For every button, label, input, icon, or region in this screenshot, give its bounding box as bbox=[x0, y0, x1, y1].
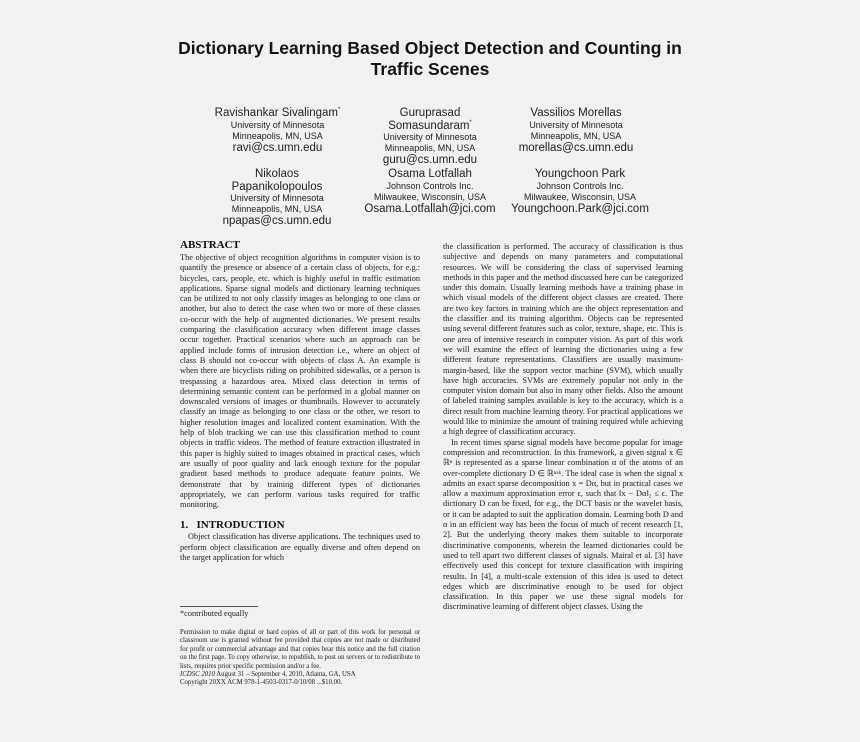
introduction-heading: 1. INTRODUCTION bbox=[180, 519, 285, 532]
author-name: Guruprasad Somasundaram* bbox=[388, 107, 472, 132]
abstract-heading: ABSTRACT bbox=[180, 239, 240, 251]
permission-text: Permission to make digital or hard copies of all or part of this work for personal or classroom use is granted without fee provided that copies are not made or distributed for profit or commercial advantage and that copies bear this notice and the full citation on the first page. To copy otherwise, to republish, to post on servers or to redistribute to lists, requires prior specific permission and/or a fee. bbox=[180, 629, 420, 670]
author-affiliation: University of Minnesota bbox=[230, 193, 324, 203]
author-block-3 bbox=[506, 107, 646, 154]
equal-contribution-mark: * bbox=[338, 107, 341, 114]
author-email: npapas@cs.umn.edu bbox=[222, 215, 332, 227]
author-email: guru@cs.umn.edu bbox=[382, 154, 478, 166]
right-column bbox=[443, 242, 683, 613]
author-block-1 bbox=[205, 107, 350, 154]
author-email: morellas@cs.umn.edu bbox=[518, 141, 634, 154]
author-location: Minneapolis, MN, USA bbox=[530, 130, 622, 141]
introduction-text: Object classification has diverse applications. The techniques used to perform object classification are equally diverse and often depend on the target application for which bbox=[180, 532, 420, 563]
contribution-footnote: *contributed equally bbox=[180, 609, 249, 618]
author-block-2 bbox=[368, 107, 492, 167]
author-name: Ravishankar Sivalingam* bbox=[214, 107, 341, 119]
right-paragraph-2: In recent times sparse signal models have become popular for image compression and reconstruction. In this framework, a given signal x ∈ ℝⁿ is represented as a sparse linear combination α of the atoms of an over-complete dictionary D ∈ ℝⁿˣᵏ. The ideal case is when the signal x admits an exact sparse decomposition x = Dα, but in practical cases we allow a maximum approximation error ϵ, such that ‖x − Dα‖₂ ≤ ϵ. The dictionary D can be fixed, for e.g., the DCT basis or the wavelet basis, or it can be adapted to suit the application domain. Learning both D and α in an efficient way has been the focus of much of recent research [1, 2]. But the underlying theory makes them suitable to incorporate discriminative components, wherein the learned dictionaries could be used to tell apart two different classes of signals. Mairal et al. [3] have effectively used this concept for texture classification with inspiring results. In [4], a multi-scale extension of this idea is used to detect edges which are discriminative enough to be used for object classification. In this paper we use these signal models for discriminative learning of different object classes. Using the bbox=[443, 437, 683, 612]
right-paragraph-1: the classification is performed. The accuracy of classification is thus subjective and depends on many parameters and computational resources. We will be considering the class of supervised learning methods in this paper and the method discussed here can be categorized under this domain. Usually learning methods have a training phase in which visual models of the different object classes are created. There are two key factors in training which are the object representation and the classifier and its training algorithm. Objects can be represented using several different features such as color, texture, shape, etc. This is one area of intensive research in computer vision. As part of this work we will examine the effect of learning the dictionaries using a few different feature representations. Classifiers are usually maximum-margin-based, like the support vector machine (SVM), which usually have high accuracies. SVMs are extremely popular not only in the computer vision domain but also in many other fields. Also the amount of labeled training samples available is key to the accuracy, which is a direct result from machine learning theory. For practical applications we would like to minimize the amount of training required while achieving a high degree of classification accuracy. bbox=[443, 242, 683, 437]
left-column bbox=[180, 238, 420, 563]
author-block-4 bbox=[222, 168, 332, 228]
footnote-divider bbox=[180, 606, 258, 607]
author-location: Minneapolis, MN, USA bbox=[232, 130, 323, 141]
author-email: Youngchoon.Park@jci.com bbox=[511, 202, 649, 215]
author-location: Milwaukee, Wisconsin, USA bbox=[373, 191, 487, 202]
author-email: ravi@cs.umn.edu bbox=[232, 141, 323, 154]
author-name: Youngchoon Park bbox=[534, 168, 626, 180]
venue-name: ICDSC 2010 bbox=[180, 671, 215, 679]
author-affiliation: University of Minnesota bbox=[529, 119, 623, 130]
author-affiliation: University of Minnesota bbox=[230, 119, 325, 130]
permission-notice bbox=[180, 629, 420, 688]
author-affiliation: Johnson Controls Inc. bbox=[386, 180, 474, 191]
author-location: Minneapolis, MN, USA bbox=[231, 204, 323, 214]
author-name: Nikolaos Papanikolopoulos bbox=[231, 168, 323, 193]
author-name: Vassilios Morellas bbox=[530, 107, 622, 119]
abstract-text: The objective of object recognition algorithms in computer vision is to quantify the presence or absence of a certain class of objects, for e.g.: bicycles, cars, people, etc. which is highly useful in traffic estimation applications. Sparse signal models and dictionary learning techniques can be utilized to not only classify images as belonging to one class or another, but also to detect the case when two or more of these classes co-occur with the help of augmented dictionaries. We present results comparing the classification accuracy when different image classes occur together. Practical scenarios where such an approach can be applied include forms of intrusion detection i.e., where an object of class B should not co-occur with objects of class A. An example is when there are bicyclists riding on prohibited sidewalks, or a person is trespassing a hazardous area. Mixed class detection in terms of determining semantic content can be performed in a global manner on downscaled versions of images or thumbnails. However to accurately classify an image as belonging to one class or the other, we resort to higher resolution images and localized content examination. With the help of blob tracking we can use this classification method to count objects in traffic videos. The method of feature extraction illustrated in this paper is highly suited to images obtained in practical cases, which are usually of poor quality and lack enough texture for the popular gradient based methods to produce adequate feature points. We demonstrate that by training different types of dictionaries appropriately, we can perform various tasks required for traffic monitoring. bbox=[180, 253, 420, 510]
paper-title: Dictionary Learning Based Object Detection and Counting in Traffic Scenes bbox=[178, 38, 682, 79]
author-name: Osama Lotfallah bbox=[388, 168, 472, 180]
venue-line: ICDSC 2010 August 31 – September 4, 2010, Atlanta, GA, USA bbox=[180, 671, 356, 679]
author-affiliation: Johnson Controls Inc. bbox=[536, 180, 624, 191]
copyright-line: Copyright 20XX ACM 978-1-4503-0317-0/10/08 ...$10.00. bbox=[180, 679, 343, 687]
author-block-6 bbox=[504, 168, 656, 215]
author-location: Minneapolis, MN, USA bbox=[384, 143, 476, 153]
equal-contribution-mark: * bbox=[469, 119, 472, 126]
author-email: Osama.Lotfallah@jci.com bbox=[364, 202, 496, 215]
author-block-5 bbox=[356, 168, 504, 215]
author-location: Milwaukee, Wisconsin, USA bbox=[523, 191, 637, 202]
author-affiliation: University of Minnesota bbox=[383, 132, 477, 142]
